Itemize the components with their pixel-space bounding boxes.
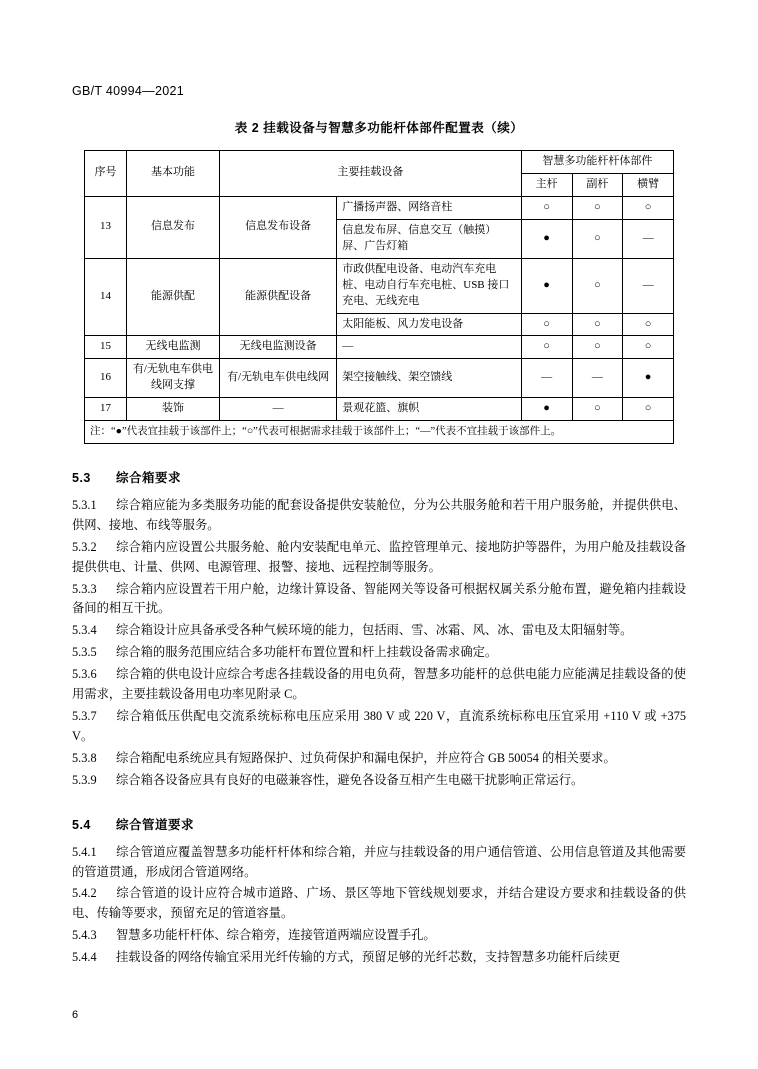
cell-equipment: 市政供配电设备、电动汽车充电桩、电动自行车充电桩、USB 接口充电、无线充电 — [337, 258, 522, 313]
paragraph-text: 综合箱应能为多类服务功能的配套设备提供安装舱位，分为公共服务舱和若干用户服务舱，并提供供电、供网、接地、布线等服务。 — [72, 497, 686, 532]
paragraph-number: 5.3.8 — [72, 750, 97, 765]
cell-equipment: — — [337, 336, 522, 359]
paragraph-5-4-4 — [72, 948, 686, 968]
cell-main-pole: ○ — [521, 196, 572, 219]
cell-main-pole: ○ — [521, 336, 572, 359]
paragraph-number: 5.4.2 — [72, 886, 97, 901]
table-row — [85, 258, 674, 313]
cell-main-pole: ● — [521, 258, 572, 313]
paragraph-text: 综合管道应覆盖智慧多功能杆杆体和综合箱，并应与挂载设备的用户通信管道、公用信息管道及其他需要的管道贯通，形成闭合管道网络。 — [72, 844, 686, 879]
paragraph-number: 5.3.9 — [72, 772, 97, 787]
table-row — [85, 359, 674, 398]
cell-sub-pole: ○ — [572, 219, 623, 258]
section-heading-5-3 — [72, 468, 686, 486]
cell-cross-arm: — — [623, 258, 674, 313]
cell-device: — — [219, 398, 336, 421]
cell-device: 能源供配设备 — [219, 258, 336, 336]
cell-main-pole: — — [521, 359, 572, 398]
cell-function: 有/无轨电车供电线网支撑 — [127, 359, 220, 398]
cell-seq: 15 — [85, 336, 127, 359]
paragraph-text: 综合箱配电系统应具有短路保护、过负荷保护和漏电保护，并应符合 GB 50054 的相关要求。 — [116, 750, 616, 765]
section-title: 综合箱要求 — [116, 470, 182, 485]
paragraph-5-3-8 — [72, 749, 686, 769]
cell-device: 信息发布设备 — [219, 196, 336, 258]
paragraph-text: 挂载设备的网络传输宜采用光纤传输的方式，预留足够的光纤芯数，支持智慧多功能杆后续更 — [116, 950, 621, 965]
paragraph-number: 5.4.4 — [72, 950, 97, 965]
cell-sub-pole: ○ — [572, 398, 623, 421]
paragraph-5-3-4 — [72, 621, 686, 641]
cell-device: 无线电监测设备 — [219, 336, 336, 359]
paragraph-text: 综合箱设计应具备承受各种气候环境的能力，包括雨、雪、冰霜、风、冰、雷电及太阳辐射等。 — [116, 623, 633, 638]
paragraph-number: 5.3.7 — [72, 709, 97, 723]
paragraph-5-3-9 — [72, 771, 686, 791]
paragraph-text: 综合箱的供电设计应综合考虑各挂载设备的用电负荷，智慧多功能杆的总供电能力应能满足挂载设备的使用需求，主要挂载设备用电功率见附录 C。 — [72, 667, 686, 702]
cell-seq: 13 — [85, 196, 127, 258]
cell-main-pole: ● — [521, 398, 572, 421]
paragraph-text: 综合箱低压供配电交流系统标称电压应采用 380 V 或 220 V，直流系统标称电压宜采用 +110 V 或 +375 V。 — [72, 709, 686, 743]
page-number: 6 — [72, 1009, 79, 1021]
section-number: 5.3 — [72, 470, 91, 485]
paragraph-number: 5.3.3 — [72, 581, 97, 596]
paragraph-text: 综合管道的设计应符合城市道路、广场、景区等地下管线规划要求，并结合建设方要求和挂载设备的供电、传输等要求，预留充足的管道容量。 — [72, 886, 686, 921]
table-note: 注：“●”代表宜挂载于该部件上；“○”代表可根据需求挂载于该部件上；“—”代表不宜挂载于该部件上。 — [85, 421, 674, 444]
table-title: 表 2 挂载设备与智慧多功能杆体部件配置表（续） — [234, 121, 524, 135]
cell-seq: 16 — [85, 359, 127, 398]
cell-equipment: 太阳能板、风力发电设备 — [337, 313, 522, 336]
cell-function: 信息发布 — [127, 196, 220, 258]
table-header-row-1 — [85, 151, 674, 174]
cell-cross-arm: ● — [623, 359, 674, 398]
paragraph-text: 综合箱内应设置公共服务舱、舱内安装配电单元、监控管理单元、接地防护等器件，为用户舱及挂载设备提供供电、计量、供网、电源管理、报警、接地、远程控制等服务。 — [72, 539, 686, 574]
cell-sub-pole: ○ — [572, 258, 623, 313]
cell-function: 能源供配 — [127, 258, 220, 336]
header-sub-pole: 副杆 — [572, 173, 623, 196]
cell-sub-pole: ○ — [572, 313, 623, 336]
section-heading-5-4 — [72, 815, 686, 833]
paragraph-number: 5.3.2 — [72, 539, 97, 554]
paragraph-text: 综合箱的服务范围应结合多功能杆布置位置和杆上挂载设备需求确定。 — [116, 645, 498, 660]
paragraph-5-3-2 — [72, 538, 686, 578]
table-row — [85, 196, 674, 219]
cell-equipment: 广播扬声器、网络音柱 — [337, 196, 522, 219]
paragraph-5-3-7 — [72, 707, 686, 747]
header-main-pole: 主杆 — [521, 173, 572, 196]
cell-equipment: 景观花篮、旗帜 — [337, 398, 522, 421]
cell-function: 装饰 — [127, 398, 220, 421]
cell-cross-arm: ○ — [623, 336, 674, 359]
paragraph-text: 综合箱各设备应具有良好的电磁兼容性，避免各设备互相产生电磁干扰影响正常运行。 — [116, 772, 584, 787]
cell-sub-pole: — — [572, 359, 623, 398]
paragraph-number: 5.4.1 — [72, 844, 97, 859]
cell-equipment: 架空接触线、架空馈线 — [337, 359, 522, 398]
page-content — [72, 0, 686, 968]
cell-device: 有/无轨电车供电线网 — [219, 359, 336, 398]
paragraph-number: 5.3.4 — [72, 623, 97, 638]
cell-function: 无线电监测 — [127, 336, 220, 359]
paragraph-5-4-2 — [72, 884, 686, 924]
cell-equipment: 信息发布屏、信息交互（触摸）屏、广告灯箱 — [337, 219, 522, 258]
configuration-table — [84, 150, 674, 444]
paragraph-number: 5.3.1 — [72, 497, 97, 512]
cell-cross-arm: ○ — [623, 313, 674, 336]
paragraph-number: 5.4.3 — [72, 928, 97, 943]
cell-main-pole: ○ — [521, 313, 572, 336]
table-row — [85, 398, 674, 421]
cell-cross-arm: ○ — [623, 196, 674, 219]
table-note-row — [85, 421, 674, 444]
paragraph-text: 智慧多功能杆杆体、综合箱旁，连接管道两端应设置手孔。 — [116, 928, 436, 943]
header-main-equipment: 主要挂载设备 — [219, 151, 521, 197]
cell-cross-arm: — — [623, 219, 674, 258]
paragraph-5-3-1 — [72, 496, 686, 536]
cell-main-pole: ● — [521, 219, 572, 258]
paragraph-5-4-3 — [72, 926, 686, 946]
header-seq: 序号 — [85, 151, 127, 197]
section-number: 5.4 — [72, 817, 91, 832]
paragraph-5-3-5 — [72, 643, 686, 663]
cell-seq: 17 — [85, 398, 127, 421]
paragraph-number: 5.3.6 — [72, 667, 97, 682]
table-row — [85, 336, 674, 359]
header-basic-function: 基本功能 — [127, 151, 220, 197]
cell-cross-arm: ○ — [623, 398, 674, 421]
paragraph-5-3-3 — [72, 580, 686, 620]
header-pole-parts-group: 智慧多功能杆杆体部件 — [521, 151, 673, 174]
header-cross-arm: 横臂 — [623, 173, 674, 196]
paragraph-5-4-1 — [72, 843, 686, 883]
paragraph-text: 综合箱内应设置若干用户舱，边缘计算设备、智能网关等设备可根据权属关系分舱布置，避免箱内挂载设备间的相互干扰。 — [72, 581, 686, 616]
paragraph-5-3-6 — [72, 665, 686, 705]
standard-number: GB/T 40994—2021 — [72, 84, 184, 98]
cell-seq: 14 — [85, 258, 127, 336]
paragraph-number: 5.3.5 — [72, 645, 97, 660]
cell-sub-pole: ○ — [572, 196, 623, 219]
section-title: 综合管道要求 — [116, 817, 195, 832]
cell-sub-pole: ○ — [572, 336, 623, 359]
